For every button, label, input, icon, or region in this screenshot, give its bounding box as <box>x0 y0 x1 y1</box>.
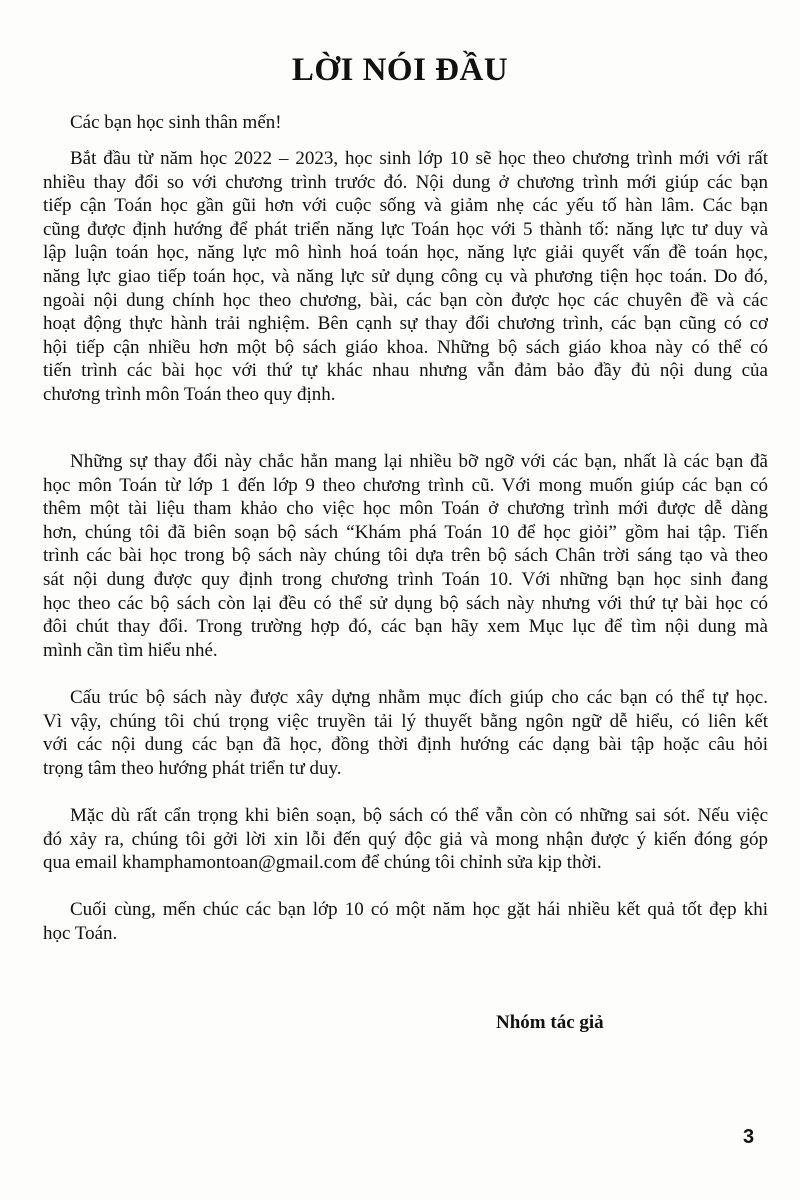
text-line: mình cần tìm hiểu nhé. <box>43 639 218 661</box>
text-line: học theo các bộ sách còn lại đều có thể sử dụng bộ sách này nhưng với thứ tự bài học có <box>43 592 768 614</box>
text-line: với các nội dung các bạn đã học, đồng thời định hướng các dạng bài tập hoặc câu hỏi <box>43 734 768 756</box>
text-line: đó xảy ra, chúng tôi gởi lời xin lỗi đến quý độc giả và mong nhận được ý kiến đóng góp <box>43 828 768 850</box>
text-line: học môn Toán từ lớp 1 đến lớp 9 theo chương trình cũ. Với mong muốn giúp các bạn có <box>43 474 768 496</box>
greeting: Các bạn học sinh thân mến! <box>70 112 282 133</box>
text-line: nhiều thay đổi so với chương trình trước đó. Nội dung ở chương trình mới giúp các bạn <box>43 171 768 193</box>
text-line: Vì vậy, chúng tôi chú trọng việc truyền tải lý thuyết bằng ngôn ngữ dễ hiểu, có liên kết <box>43 710 768 732</box>
signature: Nhóm tác giả <box>496 1012 604 1033</box>
paragraph-5 <box>43 898 768 945</box>
text-line: Những sự thay đổi này chắc hẳn mang lại nhiều bỡ ngỡ với các bạn, nhất là các bạn đã <box>70 451 768 472</box>
paragraph-3 <box>43 686 768 780</box>
text-line: tiến trình các bài học với thứ tự khác nhau nhưng vẫn đảm bảo đầy đủ nội dung của <box>43 360 768 382</box>
paragraph-4 <box>43 804 768 875</box>
text-line: học Toán. <box>43 922 118 944</box>
text-line: lập luận toán học, năng lực mô hình hoá toán học, năng lực giải quyết vấn đề toán học, <box>43 242 768 264</box>
page-number: 3 <box>743 1126 755 1148</box>
text-line: Cuối cùng, mến chúc các bạn lớp 10 có một năm học gặt hái nhiều kết quả tốt đẹp khi <box>70 899 768 920</box>
text-line: cũng được định hướng để phát triển năng lực Toán học với 5 thành tố: năng lực tư duy và <box>43 218 768 240</box>
text-line: qua email khamphamontoan@gmail.com để chúng tôi chỉnh sửa kịp thời. <box>43 852 602 874</box>
text-line: Cấu trúc bộ sách này được xây dựng nhằm mục đích giúp cho các bạn có thể tự học. <box>70 687 768 708</box>
paragraph-2 <box>43 450 768 662</box>
page-title: LỜI NÓI ĐẦU <box>291 52 509 88</box>
text-line: thêm một tài liệu tham khảo cho việc học môn Toán ở chương trình mới được dễ dàng <box>43 498 768 520</box>
text-line: ngoài nội dung chính học theo chương, bài, các bạn còn được học các chuyên đề và các <box>43 289 768 311</box>
text-line: trình các bài học trong bộ sách này chúng tôi dựa trên bộ sách Chân trời sáng tạo và theo <box>43 545 768 567</box>
text-line: năng lực giao tiếp toán học, và năng lực sử dụng công cụ và phương tiện học toán. Do đó, <box>43 265 768 287</box>
text-line: đôi chút thay đổi. Trong trường hợp đó, các bạn hãy xem Mục lục để tìm nội dung mà <box>43 616 768 638</box>
text-line: hơn, chúng tôi đã biên soạn bộ sách “Khám phá Toán 10 để học giỏi” gồm hai tập. Tiến <box>43 521 768 543</box>
text-line: Mặc dù rất cẩn trọng khi biên soạn, bộ sách có thể vẫn còn có những sai sót. Nếu việc <box>70 805 768 826</box>
text-line: trọng tâm theo hướng phát triển tư duy. <box>43 757 342 779</box>
text-line: chương trình môn Toán theo quy định. <box>43 383 336 405</box>
text-line: hội tiếp cận nhiều hơn một bộ sách giáo khoa. Những bộ sách giáo khoa này có thể có <box>43 336 768 358</box>
text-line: Bắt đầu từ năm học 2022 – 2023, học sinh lớp 10 sẽ học theo chương trình mới với rất <box>70 148 768 169</box>
text-line: hoạt động thực hành trải nghiệm. Bên cạnh sự thay đổi chương trình, các bạn cũng có cơ <box>43 313 768 335</box>
paragraph-1 <box>43 147 768 407</box>
text-line: sát nội dung được quy định trong chương trình Toán 10. Với những bạn học sinh đang <box>43 568 768 590</box>
text-line: tiếp cận Toán học gần gũi hơn với cuộc sống và giảm nhẹ các yếu tố hàn lâm. Các bạn <box>43 195 768 217</box>
